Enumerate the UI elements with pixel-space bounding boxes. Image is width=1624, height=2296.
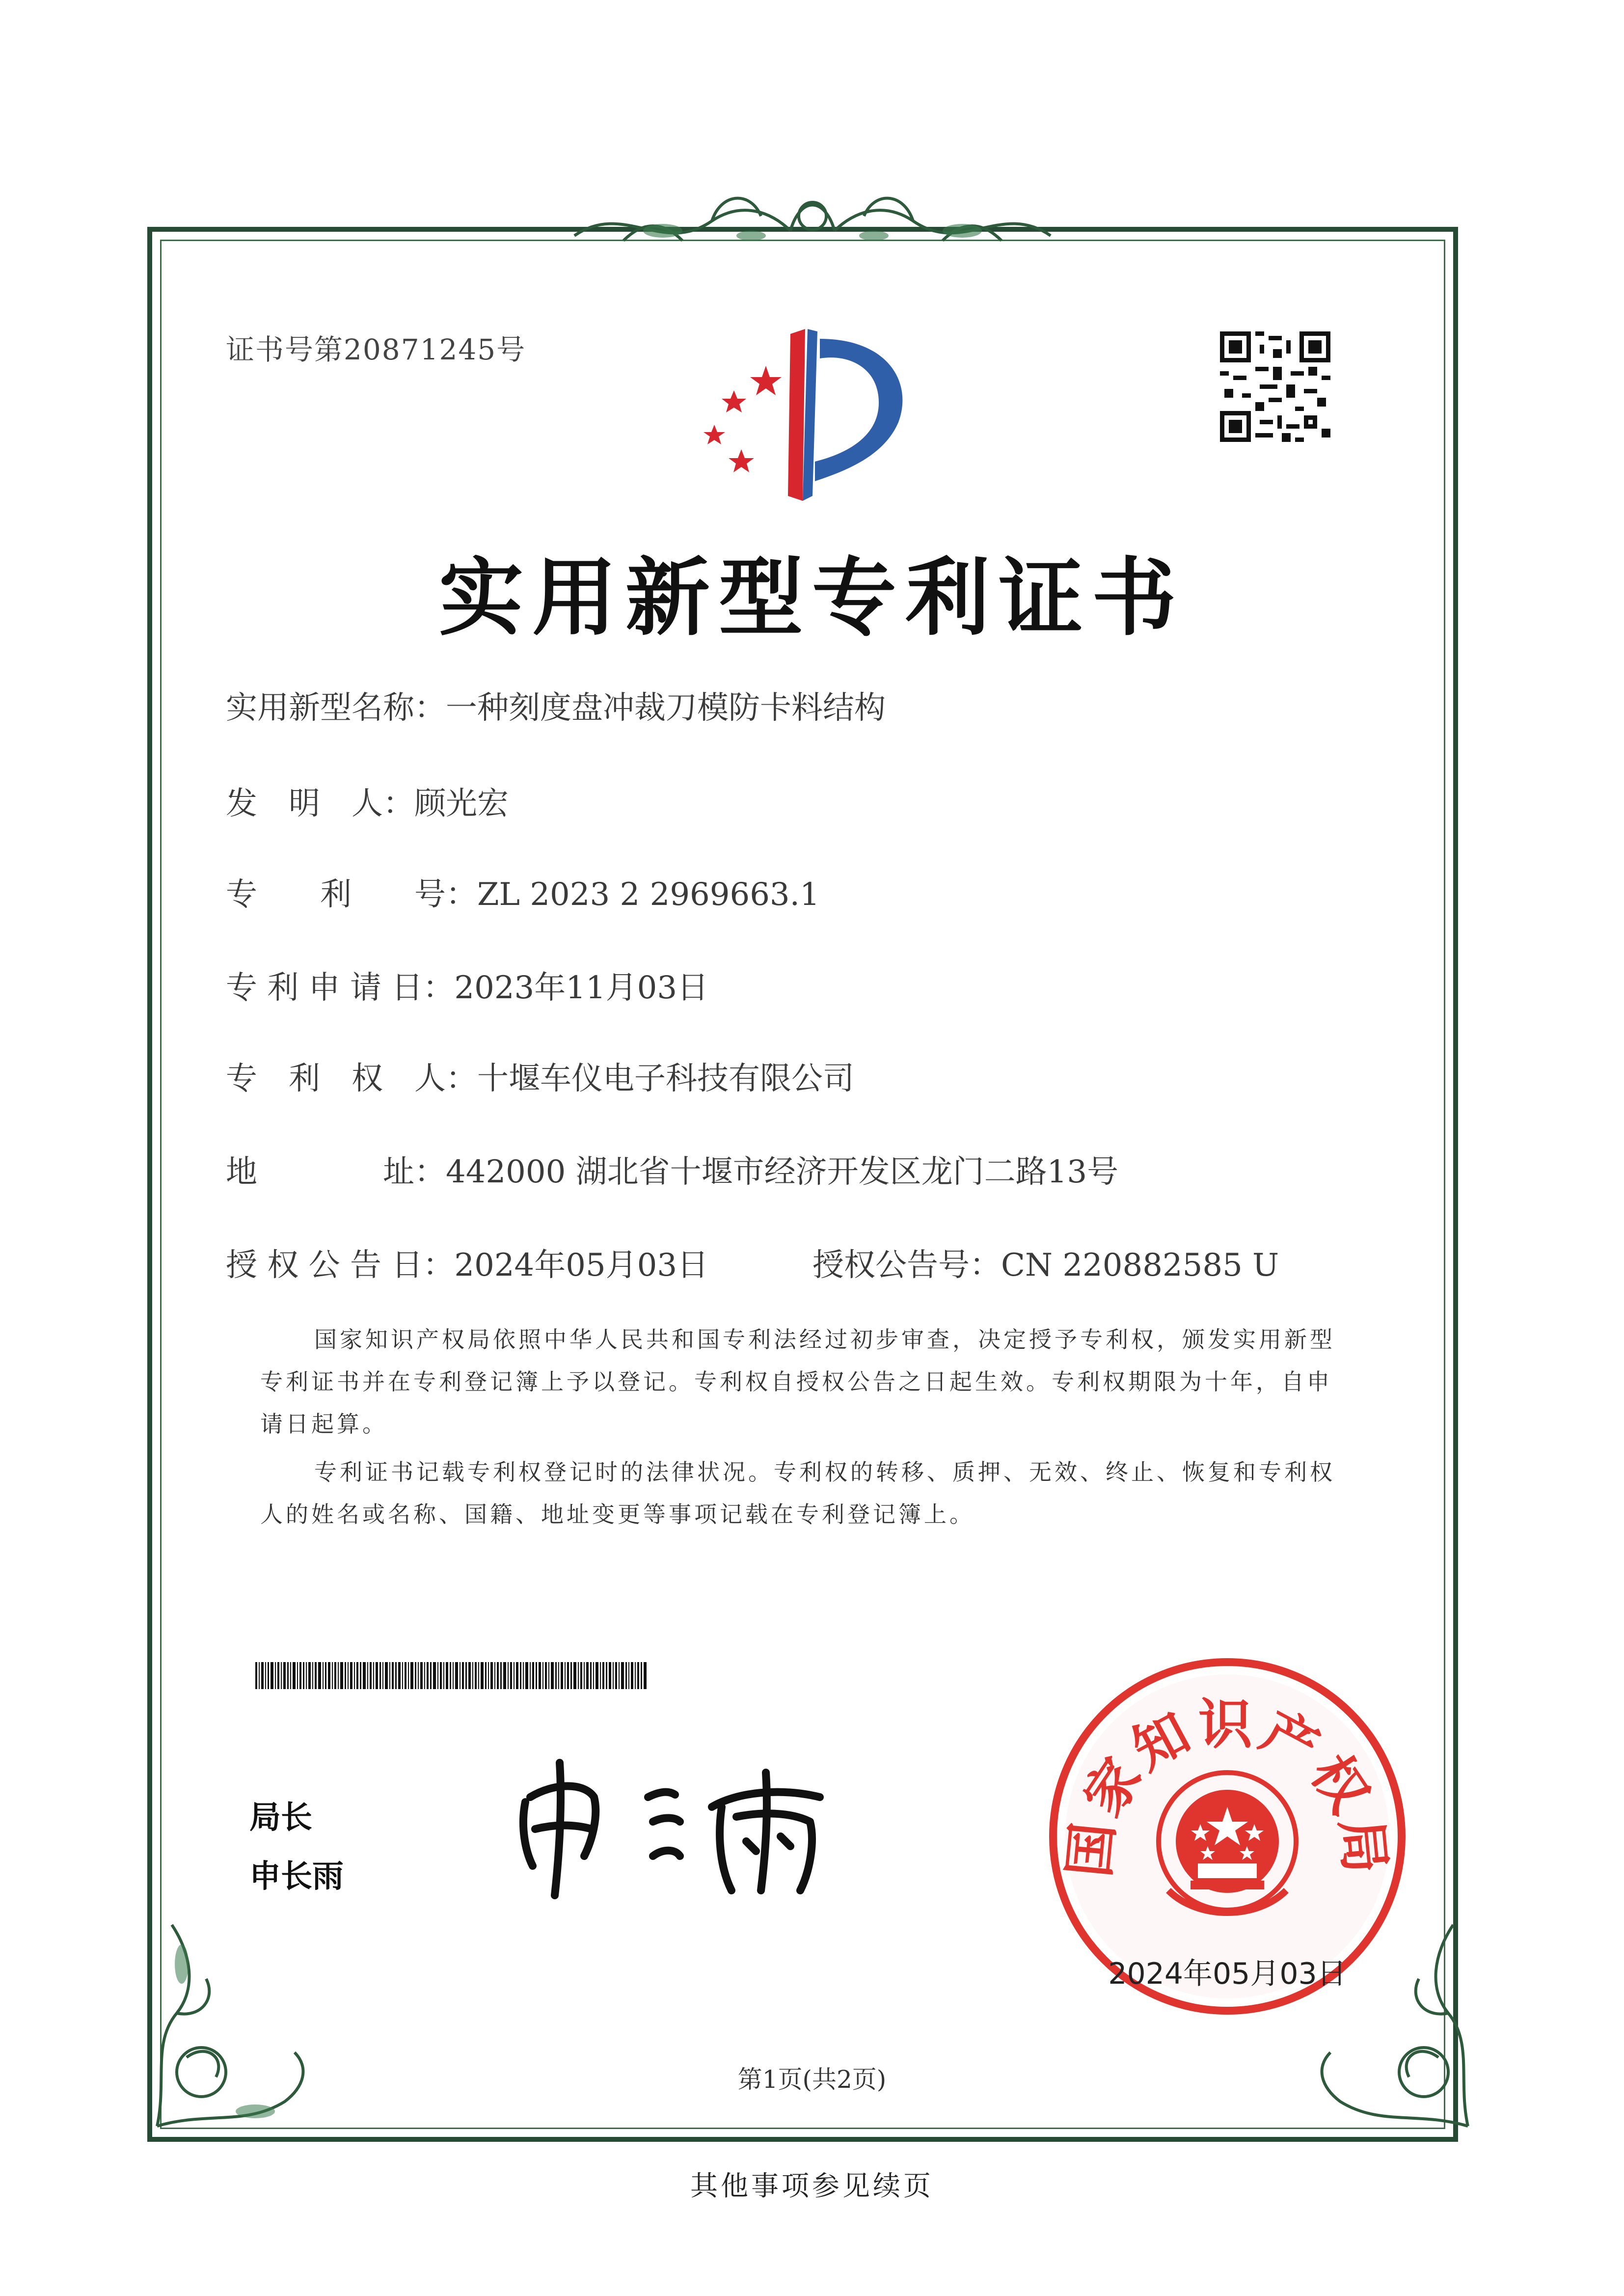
director-name: 申长雨 [249, 1859, 344, 1895]
patent-number-label: 专 利 号： [226, 876, 477, 913]
paragraph-line: 国家知识产权局依照中华人民共和国专利法经过初步审查，决定授予专利权，颁发实用新型 [314, 1326, 1335, 1353]
grant-number-label: 授权公告号： [812, 1247, 1001, 1284]
paragraph-line: 专利证书记载专利权登记时的法律状况。专利权的转移、质押、无效、终止、恢复和专利权 [314, 1459, 1335, 1485]
patentee-label: 专 利 权 人： [226, 1061, 477, 1097]
paragraph-grant-statement [260, 1318, 1389, 1445]
patent-number-value: ZL 2023 2 2969663.1 [477, 876, 820, 913]
grant-date-value: 2024年05月03日 [454, 1247, 709, 1284]
paragraph-line: 专利证书并在专利登记簿上予以登记。专利权自授权公告之日起生效。专利权期限为十年，自申 [260, 1368, 1332, 1395]
filing-date-value: 2023年11月03日 [454, 970, 709, 1006]
utility-model-name-row [226, 683, 886, 728]
seal-date: 2024年05月03日 [1108, 1957, 1347, 1991]
director-signature-icon [506, 1743, 849, 1905]
patentee-value: 十堰车仪电子科技有限公司 [477, 1061, 854, 1097]
utility-model-name-label: 实用新型名称： [226, 690, 446, 726]
qr-code-icon [1220, 331, 1330, 442]
official-seal-icon [1041, 1650, 1414, 2023]
inventor-value: 顾光宏 [414, 786, 509, 822]
paragraph-line: 人的姓名或名称、国籍、地址变更等事项记载在专利登记簿上。 [260, 1501, 975, 1528]
grant-number-row [812, 1240, 1279, 1285]
address-label: 地 址： [226, 1154, 446, 1190]
inventor-row [226, 778, 509, 823]
address-row [226, 1147, 1118, 1192]
inventor-label: 发 明 人： [226, 786, 414, 822]
grant-date-row [226, 1240, 708, 1285]
patent-number-row [226, 869, 820, 914]
filing-date-row [226, 962, 708, 1008]
filing-date-label: 专 利 申 请 日： [226, 970, 455, 1006]
utility-model-name-value: 一种刻度盘冲裁刀模防卡料结构 [446, 690, 886, 726]
patentee-row [226, 1053, 854, 1098]
grant-date-label: 授 权 公 告 日： [226, 1247, 455, 1284]
seal-text: 国家知识产权局 [1057, 1693, 1398, 1880]
page-number: 第1页(共2页) [737, 2065, 887, 2094]
paragraph-legal-status [260, 1451, 1389, 1535]
director-title: 局长 [249, 1800, 312, 1836]
cnipa-logo-icon [682, 319, 938, 506]
barcode-icon [255, 1662, 648, 1689]
grant-number-value: CN 220882585 U [1001, 1247, 1279, 1284]
corner-ornament-icon [147, 1895, 314, 2131]
page-title: 实用新型专利证书 [439, 548, 1185, 647]
paragraph-line: 请日起算。 [260, 1411, 388, 1437]
footer-note: 其他事项参见续页 [690, 2170, 934, 2202]
top-ornament-icon [565, 182, 1060, 265]
address-value: 442000 湖北省十堰市经济开发区龙门二路13号 [446, 1154, 1119, 1190]
certificate-number: 证书号第20871245号 [226, 333, 526, 366]
